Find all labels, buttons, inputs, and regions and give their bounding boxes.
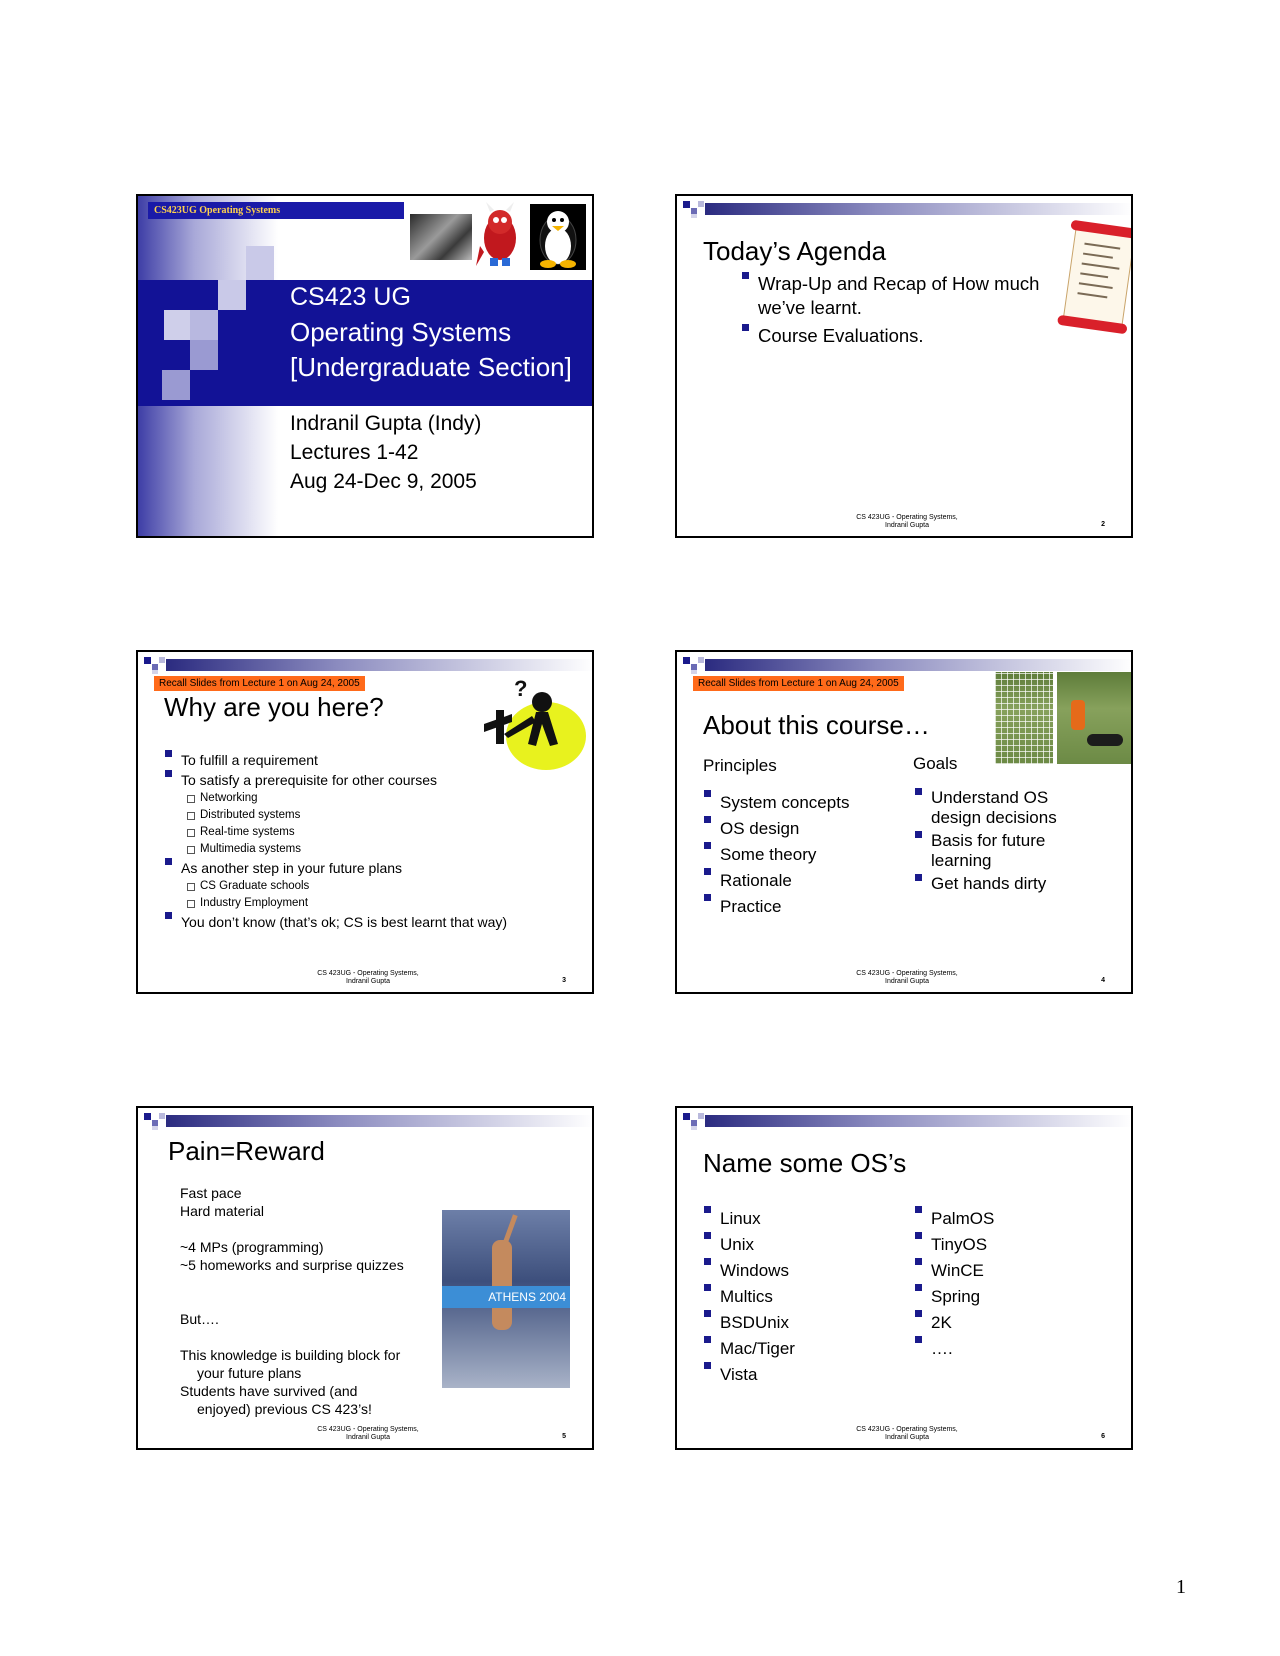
- slide-footer: CS 423UG - Operating Systems, Indranil Gupta: [856, 970, 958, 985]
- page-number: 1: [1176, 1576, 1186, 1598]
- slide-topbar: [677, 196, 1133, 218]
- body-line: Students have survived (and: [180, 1383, 358, 1399]
- sub-item: Multimedia systems: [181, 841, 574, 858]
- goals-list: [914, 788, 1084, 894]
- principles-heading: Principles: [703, 756, 777, 775]
- list-item: OS design: [703, 816, 893, 842]
- list-item-text: To satisfy a prerequisite for other courses: [181, 772, 438, 788]
- list-item: Understand OS design decisions: [914, 788, 1084, 828]
- list-item: Multics: [703, 1284, 893, 1310]
- slide-title: [290, 280, 572, 385]
- os-list-right: [914, 1206, 1084, 1362]
- slide-number: 3: [562, 977, 566, 984]
- daemon-mascot-icon: [474, 202, 526, 268]
- title-line: [Undergraduate Section]: [290, 352, 572, 382]
- author: Indranil Gupta (Indy): [290, 412, 482, 435]
- slide-topbar: [677, 652, 1133, 674]
- sub-list: [181, 878, 574, 912]
- principles-list: [703, 790, 893, 920]
- list-item: PalmOS: [914, 1206, 1084, 1232]
- goals-heading: Goals: [913, 754, 958, 773]
- penguin-mascot-icon: [530, 204, 586, 270]
- slide-2: [675, 194, 1133, 538]
- slide-footer: CS 423UG - Operating Systems, Indranil Gupta: [317, 970, 419, 985]
- runner-photo: [442, 1210, 570, 1388]
- list-item: System concepts: [703, 790, 893, 816]
- slide-6: [675, 1106, 1133, 1450]
- list-item: Vista: [703, 1362, 893, 1388]
- list-item: ….: [914, 1336, 1084, 1362]
- agenda-list: [741, 272, 1041, 348]
- slide-body: [180, 1184, 440, 1418]
- slide-footer: CS 423UG - Operating Systems, Indranil Gupta: [856, 514, 958, 529]
- list-item: Rationale: [703, 868, 893, 894]
- sub-item: CS Graduate schools: [181, 878, 574, 895]
- title-line: CS423 UG: [290, 283, 411, 311]
- slide-number: 4: [1101, 977, 1105, 984]
- title-line: Operating Systems: [290, 317, 512, 347]
- os-list-left: [703, 1206, 893, 1388]
- body-line: your future plans: [197, 1365, 302, 1381]
- body-line: Fast pace: [180, 1185, 242, 1201]
- list-item: Some theory: [703, 842, 893, 868]
- list-item: [164, 770, 574, 858]
- sub-list: [181, 790, 574, 858]
- lectures: Lectures 1-42: [290, 441, 419, 464]
- list-item: Course Evaluations.: [741, 324, 1041, 348]
- slide-topbar: [677, 1108, 1133, 1130]
- body-line: Hard material: [180, 1203, 265, 1219]
- recall-tag: Recall Slides from Lecture 1 on Aug 24, 2005: [693, 676, 904, 691]
- course-label: CS423UG Operating Systems: [148, 202, 404, 219]
- svg-text:?: ?: [514, 676, 528, 701]
- list-item: TinyOS: [914, 1232, 1084, 1258]
- list-item: Basis for future learning: [914, 831, 1084, 871]
- list-item: You don’t know (that’s ok; CS is best learnt that way): [164, 912, 574, 932]
- list-item: Mac/Tiger: [703, 1336, 893, 1362]
- list-item: To fulfill a requirement: [164, 750, 574, 770]
- list-item: Get hands dirty: [914, 874, 1084, 894]
- dates: Aug 24-Dec 9, 2005: [290, 470, 477, 493]
- body-line: ~4 MPs (programming): [180, 1239, 324, 1255]
- list-item-text: As another step in your future plans: [181, 860, 403, 876]
- body-line: ~5 homeworks and surprise quizzes: [180, 1257, 404, 1273]
- reasons-list: [164, 750, 574, 932]
- list-item: Windows: [703, 1258, 893, 1284]
- sub-item: Real-time systems: [181, 824, 574, 841]
- list-item: WinCE: [914, 1258, 1084, 1284]
- slide-5: [136, 1106, 594, 1450]
- slide-topbar: [138, 652, 594, 674]
- list-item: Practice: [703, 894, 893, 920]
- list-item: Linux: [703, 1206, 893, 1232]
- slide-number: 2: [1101, 521, 1105, 528]
- list-item: Unix: [703, 1232, 893, 1258]
- body-line: This knowledge is building block for: [180, 1347, 401, 1363]
- body-line: But….: [180, 1311, 219, 1327]
- slide-title: Why are you here?: [164, 692, 384, 722]
- slide-title: Today’s Agenda: [703, 236, 887, 266]
- slide-title: Pain=Reward: [168, 1136, 325, 1166]
- soccer-photo: [995, 672, 1131, 764]
- slide-3: [136, 650, 594, 994]
- slide-title: About this course…: [703, 710, 930, 740]
- title-subtitle: [290, 409, 481, 496]
- slide-number: 6: [1101, 1433, 1105, 1440]
- sub-item: Industry Employment: [181, 895, 574, 912]
- slide-title: Name some OS’s: [703, 1148, 907, 1178]
- list-item: Wrap-Up and Recap of How much we’ve learnt.: [741, 272, 1041, 320]
- list-item: [164, 858, 574, 912]
- wave-image: [410, 214, 472, 260]
- sub-item: Networking: [181, 790, 574, 807]
- slide-topbar: [138, 1108, 594, 1130]
- body-line: enjoyed) previous CS 423’s!: [197, 1401, 372, 1417]
- list-item: Spring: [914, 1284, 1084, 1310]
- slide-footer: CS 423UG - Operating Systems, Indranil Gupta: [317, 1426, 419, 1441]
- sub-item: Distributed systems: [181, 807, 574, 824]
- recall-tag: Recall Slides from Lecture 1 on Aug 24, 2005: [154, 676, 365, 691]
- slide-number: 5: [562, 1433, 566, 1440]
- slide-4: [675, 650, 1133, 994]
- list-item: BSDUnix: [703, 1310, 893, 1336]
- scroll-image: [1062, 224, 1133, 329]
- slide-footer: CS 423UG - Operating Systems, Indranil Gupta: [856, 1426, 958, 1441]
- photo-banner: ATHENS 2004: [442, 1286, 570, 1308]
- slide-1: [136, 194, 594, 538]
- list-item: 2K: [914, 1310, 1084, 1336]
